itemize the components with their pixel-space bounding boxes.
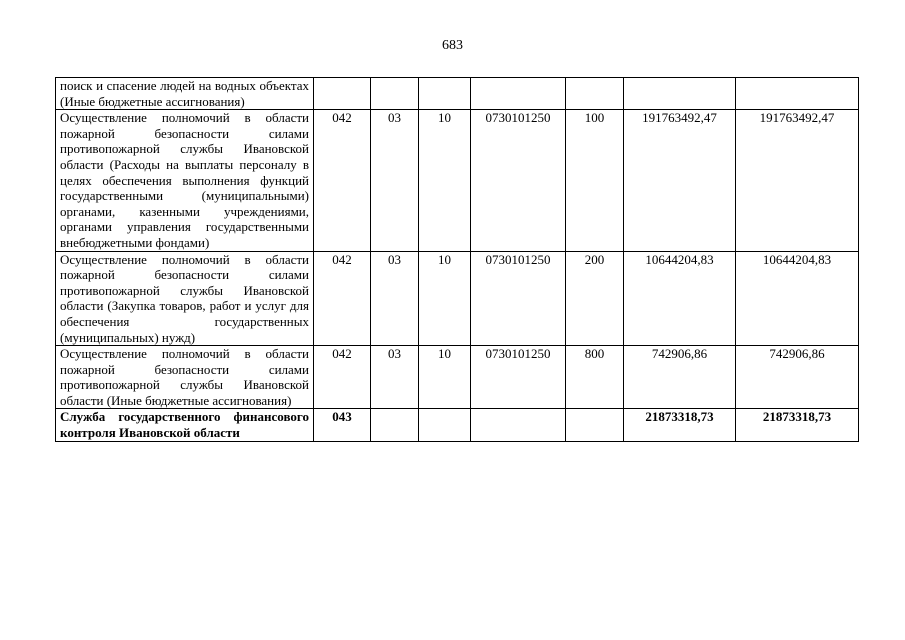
subsection-code: 10 [419, 346, 471, 409]
section-code [371, 409, 419, 441]
amount-1: 21873318,73 [624, 409, 736, 441]
target-article-code: 0730101250 [471, 346, 566, 409]
section-code: 03 [371, 346, 419, 409]
ministry-code: 042 [314, 346, 371, 409]
ministry-code [314, 78, 371, 110]
row-description: поиск и спасение людей на водных объектах (Иные бюджетные ассигнования) [56, 78, 314, 110]
expense-type-code: 800 [566, 346, 624, 409]
subsection-code [419, 78, 471, 110]
amount-2: 191763492,47 [736, 110, 859, 251]
amount-2: 10644204,83 [736, 251, 859, 346]
budget-table [55, 77, 859, 442]
amount-2: 21873318,73 [736, 409, 859, 441]
ministry-code: 042 [314, 251, 371, 346]
amount-1: 742906,86 [624, 346, 736, 409]
expense-type-code [566, 78, 624, 110]
target-article-code: 0730101250 [471, 110, 566, 251]
table-row-total [56, 409, 859, 441]
target-article-code [471, 78, 566, 110]
table-row [56, 78, 859, 110]
expense-type-code: 100 [566, 110, 624, 251]
amount-1 [624, 78, 736, 110]
subsection-code [419, 409, 471, 441]
expense-type-code: 200 [566, 251, 624, 346]
table-row [56, 251, 859, 346]
row-description: Осуществление полномочий в области пожарной безопасности силами противопожарной службы Ивановской области (Иные бюджетные ассигнования) [56, 346, 314, 409]
row-description: Осуществление полномочий в области пожарной безопасности силами противопожарной службы Ивановской области (Закупка товаров, работ и услуг для обеспечения государственных (муниципальных) нужд) [56, 251, 314, 346]
ministry-code: 043 [314, 409, 371, 441]
amount-2 [736, 78, 859, 110]
amount-2: 742906,86 [736, 346, 859, 409]
section-code: 03 [371, 251, 419, 346]
ministry-code: 042 [314, 110, 371, 251]
section-code [371, 78, 419, 110]
amount-1: 10644204,83 [624, 251, 736, 346]
section-code: 03 [371, 110, 419, 251]
expense-type-code [566, 409, 624, 441]
amount-1: 191763492,47 [624, 110, 736, 251]
page-number: 683 [442, 38, 463, 53]
row-description: Осуществление полномочий в области пожарной безопасности силами противопожарной службы Ивановской области (Расходы на выплаты персоналу в целях обеспечения выполнения функций государственными (муниципальными) органами, казенными учреждениями, органами управления государственными внебюджетными фондами) [56, 110, 314, 251]
table-row [56, 110, 859, 251]
target-article-code: 0730101250 [471, 251, 566, 346]
target-article-code [471, 409, 566, 441]
table-row [56, 346, 859, 409]
subsection-code: 10 [419, 251, 471, 346]
row-description: Служба государственного финансового контроля Ивановской области [56, 409, 314, 441]
subsection-code: 10 [419, 110, 471, 251]
